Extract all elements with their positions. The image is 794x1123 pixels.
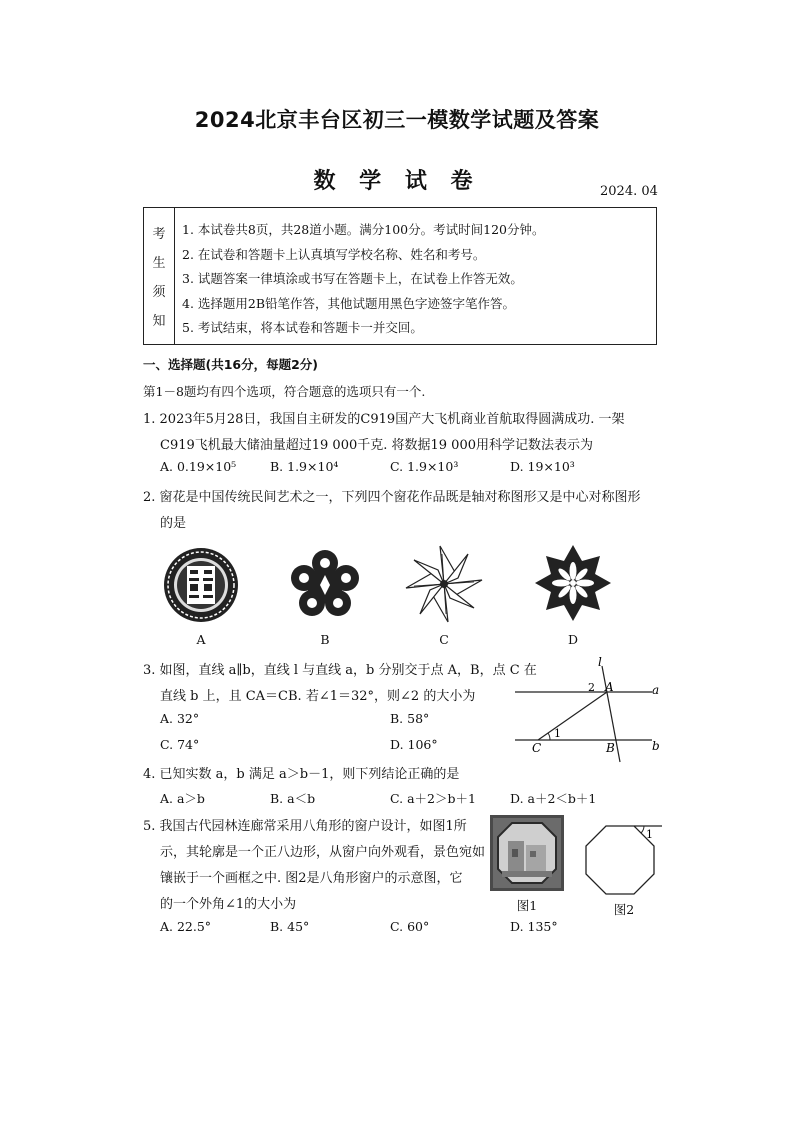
q5-octagon-figure — [582, 822, 664, 902]
q3-text-line2: 直线 b 上，且 CA＝CB. 若∠1＝32°，则∠2 的大小为 — [160, 689, 476, 704]
q4-option-c: C. a＋2＞b＋1 — [390, 791, 476, 806]
notice-label-char: 生 — [152, 256, 166, 271]
notice-label-char: 考 — [152, 227, 166, 242]
window-flower-b — [288, 548, 362, 622]
q1-option-c: C. 1.9×10³ — [390, 459, 459, 474]
notice-label — [144, 208, 175, 344]
page-title: 2024北京丰台区初三一模数学试题及答案 — [194, 108, 600, 132]
q3-geometry-figure — [510, 656, 660, 768]
notice-box — [143, 207, 657, 345]
notice-item: 3. 试题答案一律填涂或书写在答题卡上，在试卷上作答无效。 — [182, 271, 523, 286]
q5-text-line4: 的一个外角∠1的大小为 — [160, 897, 297, 912]
exam-subtitle: 数 学 试 卷 — [313, 168, 481, 194]
q5-fig2-angle-label: 1 — [646, 828, 653, 841]
notice-item: 2. 在试卷和答题卡上认真填写学校名称、姓名和考号。 — [182, 246, 486, 262]
q4-option-b: B. a＜b — [270, 791, 316, 806]
q5-fig1-caption: 图1 — [516, 898, 538, 913]
q3-label-l: l — [598, 656, 602, 669]
q5-option-d: D. 135° — [510, 919, 558, 934]
q5-window-photo — [490, 815, 564, 891]
q1-option-d: D. 19×10³ — [510, 459, 575, 474]
notice-label-char: 须 — [152, 285, 166, 300]
q3-label-b: b — [652, 739, 660, 753]
q5-text-line1: 5. 我国古代园林连廊常采用八角形的窗户设计，如图1所 — [143, 819, 467, 834]
exam-date: 2024. 04 — [600, 184, 658, 199]
q5-option-c: C. 60° — [390, 919, 430, 934]
q2-label-a: A — [196, 632, 206, 647]
q2-label-d: D — [567, 632, 579, 647]
q5-text-line2: 示，其轮廓是一个正八边形，从窗户向外观看，景色宛如 — [160, 845, 486, 860]
section-heading: 一、选择题(共16分，每题2分) — [143, 357, 319, 372]
q3-option-d: D. 106° — [390, 737, 438, 752]
q2-label-c: C — [439, 632, 449, 647]
q3-point-a: A — [605, 680, 614, 694]
q5-text-line3: 镶嵌于一个画框之中. 图2是八角形窗户的示意图，它 — [160, 871, 463, 886]
q4-option-a: A. a＞b — [160, 791, 205, 806]
q2-text-line2: 的是 — [160, 516, 187, 531]
notice-item: 1. 本试卷共8页，共28道小题。满分100分。考试时间120分钟。 — [182, 222, 545, 237]
q3-text-line1: 3. 如图，直线 a∥b，直线 l 与直线 a，b 分别交于点 A，B，点 C 在 — [143, 663, 537, 678]
window-flower-a — [162, 546, 240, 624]
q2-label-b: B — [320, 632, 330, 647]
q5-option-b: B. 45° — [270, 919, 310, 934]
q3-option-a: A. 32° — [160, 711, 200, 726]
section-instruction: 第1－8题均有四个选项，符合题意的选项只有一个. — [143, 384, 426, 399]
q2-text-line1: 2. 窗花是中国传统民间艺术之一，下列四个窗花作品既是轴对称图形又是中心对称图形 — [143, 490, 641, 505]
q1-text-line1: 1. 2023年5月28日，我国自主研发的C919国产大飞机商业首航取得圆满成功. 一架 — [143, 412, 625, 427]
q1-option-b: B. 1.9×10⁴ — [270, 459, 339, 474]
notice-list — [182, 218, 544, 341]
q4-text-line1: 4. 已知实数 a，b 满足 a＞b－1，则下列结论正确的是 — [143, 767, 460, 782]
q1-option-a: A. 0.19×10⁵ — [160, 459, 237, 474]
q5-option-a: A. 22.5° — [160, 919, 212, 934]
q3-angle-2: 2 — [588, 681, 595, 694]
notice-label-char: 知 — [152, 314, 166, 329]
q3-angle-1: 1 — [554, 727, 561, 740]
q3-label-a: a — [652, 683, 660, 697]
window-flower-c — [404, 544, 484, 624]
notice-item: 5. 考试结束，将本试卷和答题卡一并交回。 — [182, 320, 423, 335]
q5-fig2-caption: 图2 — [613, 902, 635, 917]
q3-point-b: B — [606, 741, 615, 755]
notice-item: 4. 选择题用2B铅笔作答，其他试题用黑色字迹签字笔作答。 — [182, 295, 516, 311]
q4-option-d: D. a＋2＜b＋1 — [510, 791, 597, 806]
window-flower-d — [533, 543, 613, 623]
q3-point-c: C — [532, 741, 542, 755]
q1-text-line2: C919飞机最大储油量超过19 000千克. 将数据19 000用科学记数法表示为 — [160, 438, 593, 453]
q3-option-c: C. 74° — [160, 737, 200, 752]
q3-option-b: B. 58° — [390, 711, 430, 726]
